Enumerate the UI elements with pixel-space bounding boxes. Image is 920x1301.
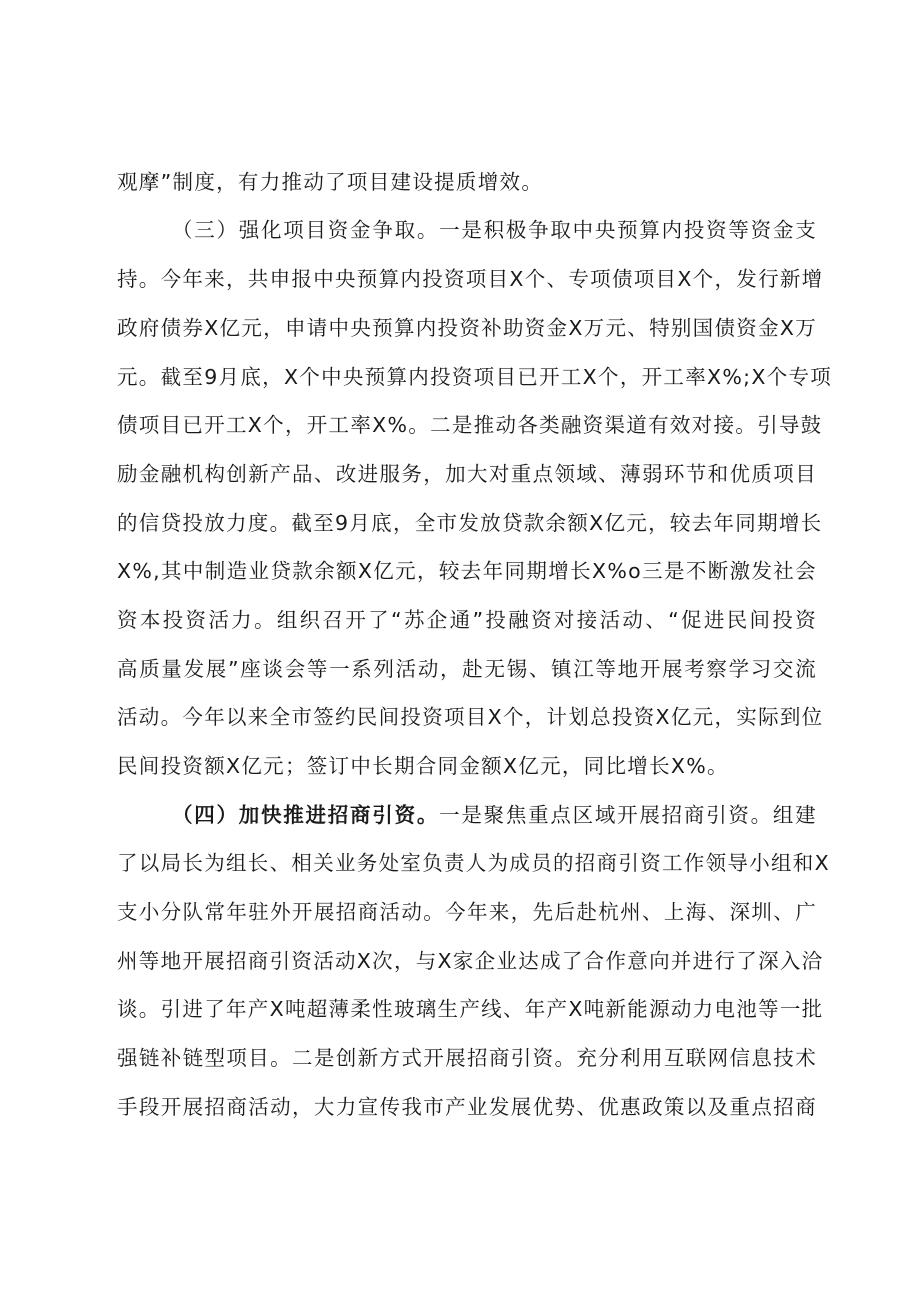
paragraph-line: 谈。引进了年产X吨超薄柔性玻璃生产线、年产X吨新能源动力电池等一批	[117, 997, 824, 1021]
section-heading: （四）加快推进招商引资。	[172, 803, 440, 827]
paragraph-line: 强链补链型项目。二是创新方式开展招商引资。充分利用互联网信息技术	[117, 1046, 817, 1070]
section-heading-line	[172, 800, 817, 830]
paragraph-line: 高质量发展”座谈会等一系列活动，赴无锡、镇江等地开展考察学习交流	[117, 657, 817, 681]
paragraph-line: 观摩”制度，有力推动了项目建设提质增效。	[117, 170, 544, 194]
paragraph-line: 的信贷投放力度。截至9月底，全市发放贷款余额X亿元，较去年同期增长	[117, 511, 823, 535]
paragraph-line: 手段开展招商活动，大力宣传我市产业发展优势、优惠政策以及重点招商	[117, 1095, 817, 1119]
paragraph-line: 政府债券X亿元，申请中央预算内投资补助资金X万元、特别国债资金X万	[117, 316, 818, 340]
paragraph-line: 支小分队常年驻外开展招商活动。今年来，先后赴杭州、上海、深圳、广	[117, 900, 817, 924]
paragraph-line: 活动。今年以来全市签约民间投资项目X个，计划总投资X亿元，实际到位	[117, 705, 824, 729]
paragraph-line: 债项目已开工X个，开工率X%。二是推动各类融资渠道有效对接。引导鼓	[117, 413, 823, 437]
paragraph-line: X%,其中制造业贷款余额X亿元，较去年同期增长X%o三是不断激发社会	[117, 559, 817, 583]
paragraph-line: 州等地开展招商引资活动X次，与X家企业达成了合作意向并进行了深入洽	[117, 949, 824, 973]
paragraph-line: 元。截至9月底，X个中央预算内投资项目已开工X个，开工率X%;X个专项	[117, 365, 833, 389]
paragraph-line: 了以局长为组长、相关业务处室负责人为成员的招商引资工作领导小组和X	[117, 851, 830, 875]
section-heading-line: （三）强化项目资金争取。一是积极争取中央预算内投资等资金支	[172, 218, 817, 242]
paragraph-line: 励金融机构创新产品、改进服务，加大对重点领域、薄弱环节和优质项目	[117, 462, 817, 486]
paragraph-line: 持。今年来，共申报中央预算内投资项目X个、专项债项目X个，发行新增	[117, 267, 824, 291]
paragraph-line: 资本投资活力。组织召开了“苏企通”投融资对接活动、“促进民间投资	[117, 608, 817, 632]
heading-line-text: 一是聚焦重点区域开展招商引资。组建	[439, 803, 817, 827]
paragraph-line: 民间投资额X亿元；签订中长期合同金额X亿元，同比增长X%。	[117, 754, 729, 778]
